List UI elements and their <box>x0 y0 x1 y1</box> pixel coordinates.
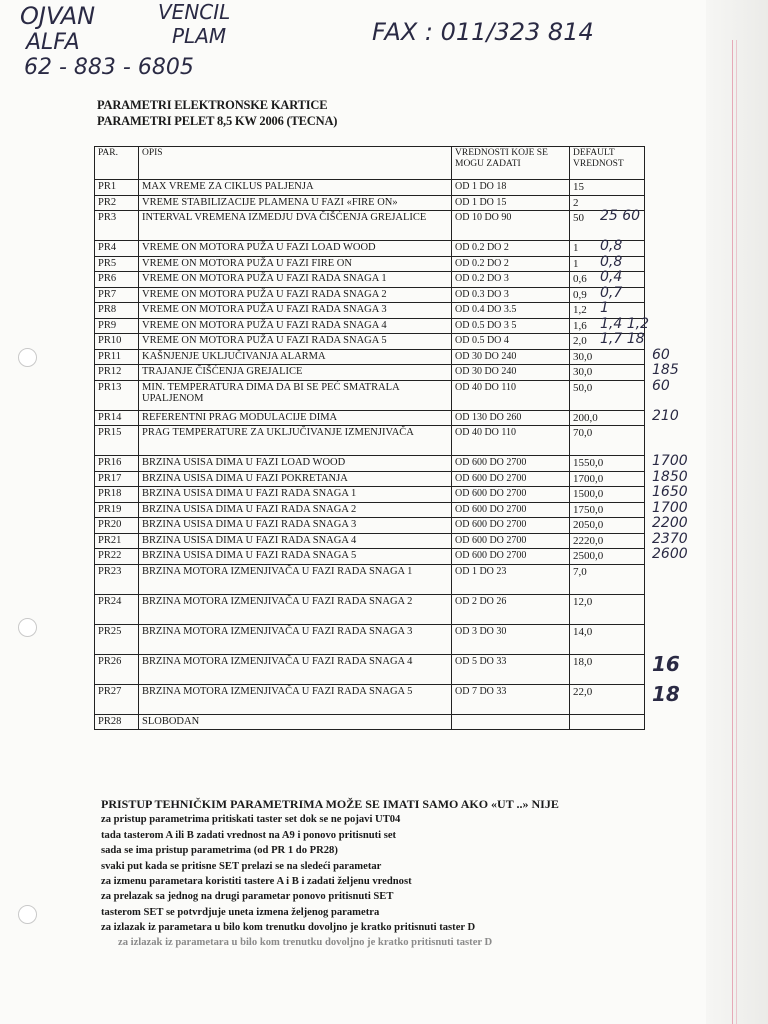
cell-range: OD 5 DO 33 <box>452 654 570 684</box>
parameters-table <box>94 146 645 730</box>
instruction-line: sada se ima pristup parametrima (od PR 1 do PR28) <box>101 845 338 857</box>
handwritten-annotation: 60 <box>652 347 670 363</box>
handwritten-name-2: VENCIL <box>158 0 231 24</box>
cell-default: 1700,0 <box>570 471 645 487</box>
cell-range: OD 600 DO 2700 <box>452 533 570 549</box>
handwritten-annotation: 2600 <box>652 546 688 562</box>
cell-default <box>570 714 645 730</box>
handwritten-annotation: 2200 <box>652 515 688 531</box>
cell-default: 18,0 <box>570 654 645 684</box>
instruction-line: za prelazak sa jednog na drugi parametar ponovo pritisnuti SET <box>101 891 394 903</box>
handwritten-name: OJVAN <box>20 2 96 30</box>
cell-code: PR24 <box>95 594 139 624</box>
table-row <box>95 365 645 381</box>
cell-desc: PRAG TEMPERATURE ZA UKLJUČIVANJE IZMENJIVAČA <box>139 426 452 456</box>
cell-code: PR18 <box>95 487 139 503</box>
table-row <box>95 211 645 241</box>
cell-desc: MIN. TEMPERATURA DIMA DA BI SE PEĆ SMATRALA UPALJENOM <box>139 380 452 410</box>
cell-code: PR5 <box>95 256 139 272</box>
instruction-line: svaki put kada se pritisne SET prelazi se na sledeći parametar <box>101 860 382 872</box>
cell-range: OD 30 DO 240 <box>452 365 570 381</box>
document-title: PARAMETRI ELEKTRONSKE KARTICE <box>97 98 328 112</box>
cell-desc: VREME ON MOTORA PUŽA U FAZI LOAD WOOD <box>139 241 452 257</box>
table-row <box>95 564 645 594</box>
instruction-line: za izmenu parametara koristiti tastere A i B i zadati željenu vrednost <box>101 876 412 888</box>
handwritten-annotation: 2370 <box>652 531 688 547</box>
table-row <box>95 533 645 549</box>
cell-range: OD 0.2 DO 2 <box>452 256 570 272</box>
cell-default: 1550,0 <box>570 456 645 472</box>
cell-range: OD 0.3 DO 3 <box>452 287 570 303</box>
notes-ghost-duplicate: za izlazak iz parametara u bilo kom trenutku dovoljno je kratko pritisnuti taster D <box>118 937 493 948</box>
cell-range: OD 0.5 DO 3 5 <box>452 318 570 334</box>
cell-range: OD 600 DO 2700 <box>452 502 570 518</box>
cell-default: 12,0 <box>570 594 645 624</box>
cell-default: 2220,0 <box>570 533 645 549</box>
cell-default: 0,9 <box>570 287 645 303</box>
cell-desc: BRZINA USISA DIMA U FAZI LOAD WOOD <box>139 456 452 472</box>
cell-code: PR20 <box>95 518 139 534</box>
cell-desc: SLOBODAN <box>139 714 452 730</box>
instruction-line: PRISTUP TEHNIČKIM PARAMETRIMA MOŽE SE IMATI SAMO AKO «UT ..» NIJE <box>101 797 559 811</box>
cell-default: 70,0 <box>570 426 645 456</box>
handwritten-annotation: 1 <box>600 300 609 316</box>
cell-range: OD 30 DO 240 <box>452 349 570 365</box>
cell-range: OD 0.2 DO 3 <box>452 272 570 288</box>
handwritten-annotation: 1,4 1,2 <box>600 316 649 332</box>
cell-default: 30,0 <box>570 365 645 381</box>
cell-code: PR16 <box>95 456 139 472</box>
cell-default: 2500,0 <box>570 549 645 565</box>
table-row <box>95 195 645 211</box>
cell-range: OD 0.5 DO 4 <box>452 334 570 350</box>
header-par: PAR. <box>95 147 139 180</box>
cell-range: OD 7 DO 33 <box>452 684 570 714</box>
handwritten-annotation: 210 <box>652 408 679 424</box>
cell-default: 1,6 <box>570 318 645 334</box>
cell-code: PR6 <box>95 272 139 288</box>
punch-hole <box>18 905 37 924</box>
cell-default: 2050,0 <box>570 518 645 534</box>
handwritten-annotation: 1700 <box>652 453 688 469</box>
table-row <box>95 684 645 714</box>
cell-code: PR27 <box>95 684 139 714</box>
cell-code: PR4 <box>95 241 139 257</box>
cell-code: PR21 <box>95 533 139 549</box>
cell-code: PR13 <box>95 380 139 410</box>
table-row <box>95 714 645 730</box>
cell-range: OD 0.4 DO 3.5 <box>452 303 570 319</box>
cell-default: 1500,0 <box>570 487 645 503</box>
cell-desc: INTERVAL VREMENA IZMEDJU DVA ČIŠĆENJA GREJALICE <box>139 211 452 241</box>
handwritten-phone: 62 - 883 - 6805 <box>24 55 194 80</box>
table-row <box>95 256 645 272</box>
cell-code: PR8 <box>95 303 139 319</box>
table-row <box>95 180 645 196</box>
cell-desc: VREME ON MOTORA PUŽA U FAZI FIRE ON <box>139 256 452 272</box>
table-row <box>95 303 645 319</box>
cell-range: OD 600 DO 2700 <box>452 549 570 565</box>
handwritten-annotation: 0,8 <box>600 254 623 270</box>
cell-range: OD 1 DO 15 <box>452 195 570 211</box>
table-row <box>95 594 645 624</box>
handwritten-company: ALFA <box>26 30 80 55</box>
table-row <box>95 502 645 518</box>
cell-desc: BRZINA USISA DIMA U FAZI RADA SNAGA 5 <box>139 549 452 565</box>
header-vrednosti: VREDNOSTI KOJE SE MOGU ZADATI <box>452 147 570 180</box>
handwritten-annotation: 1650 <box>652 484 688 500</box>
handwritten-annotation: 0,7 <box>600 285 623 301</box>
cell-default: 50 <box>570 211 645 241</box>
cell-desc: VREME ON MOTORA PUŽA U FAZI RADA SNAGA 4 <box>139 318 452 334</box>
cell-default: 50,0 <box>570 380 645 410</box>
cell-desc: BRZINA MOTORA IZMENJIVAČA U FAZI RADA SNAGA 2 <box>139 594 452 624</box>
table-row <box>95 318 645 334</box>
punch-hole <box>18 618 37 637</box>
cell-desc: VREME ON MOTORA PUŽA U FAZI RADA SNAGA 5 <box>139 334 452 350</box>
cell-default: 1750,0 <box>570 502 645 518</box>
table-row <box>95 471 645 487</box>
cell-range: OD 600 DO 2700 <box>452 456 570 472</box>
cell-default: 0,6 <box>570 272 645 288</box>
cell-desc: BRZINA MOTORA IZMENJIVAČA U FAZI RADA SNAGA 4 <box>139 654 452 684</box>
cell-range: OD 600 DO 2700 <box>452 487 570 503</box>
instruction-line: za pristup parametrima pritiskati taster set dok se ne pojavi UT04 <box>101 814 401 826</box>
cell-desc: BRZINA MOTORA IZMENJIVAČA U FAZI RADA SNAGA 5 <box>139 684 452 714</box>
cell-desc: BRZINA USISA DIMA U FAZI RADA SNAGA 3 <box>139 518 452 534</box>
cell-desc: REFERENTNI PRAG MODULACIJE DIMA <box>139 410 452 426</box>
cell-default: 1,2 <box>570 303 645 319</box>
cell-desc: VREME ON MOTORA PUŽA U FAZI RADA SNAGA 2 <box>139 287 452 303</box>
cell-code: PR12 <box>95 365 139 381</box>
cell-default: 22,0 <box>570 684 645 714</box>
handwritten-annotation: 16 <box>652 652 680 676</box>
cell-range: OD 600 DO 2700 <box>452 471 570 487</box>
table-row <box>95 518 645 534</box>
margin-line <box>732 40 733 1024</box>
cell-default: 1 <box>570 241 645 257</box>
cell-desc: BRZINA USISA DIMA U FAZI POKRETANJA <box>139 471 452 487</box>
cell-range: OD 0.2 DO 2 <box>452 241 570 257</box>
table-row <box>95 426 645 456</box>
cell-code: PR7 <box>95 287 139 303</box>
document-subtitle: PARAMETRI PELET 8,5 KW 2006 (TECNA) <box>97 114 338 128</box>
table-row <box>95 272 645 288</box>
cell-default: 7,0 <box>570 564 645 594</box>
table-row <box>95 349 645 365</box>
cell-range: OD 40 DO 110 <box>452 380 570 410</box>
table-row <box>95 654 645 684</box>
cell-range: OD 600 DO 2700 <box>452 518 570 534</box>
cell-desc: VREME STABILIZACIJE PLAMENA U FAZI «FIRE ON» <box>139 195 452 211</box>
cell-default: 200,0 <box>570 410 645 426</box>
handwritten-annotation: 0,8 <box>600 238 623 254</box>
cell-code: PR17 <box>95 471 139 487</box>
margin-line-2 <box>736 40 737 1024</box>
handwritten-fax: FAX : 011/323 814 <box>372 18 594 46</box>
table-row <box>95 241 645 257</box>
punch-hole <box>18 348 37 367</box>
instruction-line: za izlazak iz parametara u bilo kom trenutku dovoljno je kratko pritisnuti taster D <box>101 922 476 934</box>
table-row <box>95 624 645 654</box>
cell-code: PR9 <box>95 318 139 334</box>
cell-code: PR14 <box>95 410 139 426</box>
cell-default: 14,0 <box>570 624 645 654</box>
table-row <box>95 549 645 565</box>
page-edge-shadow <box>706 0 768 1024</box>
handwritten-annotation: 18 <box>652 682 680 706</box>
handwritten-annotation: 185 <box>652 362 679 378</box>
cell-range: OD 2 DO 26 <box>452 594 570 624</box>
instruction-line: tasterom SET se potvrdjuje uneta izmena željenog parametra <box>101 906 380 918</box>
cell-range: OD 130 DO 260 <box>452 410 570 426</box>
handwritten-annotation: 25 60 <box>600 208 641 224</box>
table-body <box>95 180 645 730</box>
cell-range: OD 10 DO 90 <box>452 211 570 241</box>
cell-desc: TRAJANJE ČIŠĆENJA GREJALICE <box>139 365 452 381</box>
cell-desc: MAX VREME ZA CIKLUS PALJENJA <box>139 180 452 196</box>
instruction-line: tada tasterom A ili B zadati vrednost na A9 i ponovo pritisnuti set <box>101 829 397 841</box>
cell-range: OD 1 DO 18 <box>452 180 570 196</box>
cell-default: 15 <box>570 180 645 196</box>
table-row <box>95 380 645 410</box>
cell-range: OD 40 DO 110 <box>452 426 570 456</box>
cell-default: 30,0 <box>570 349 645 365</box>
cell-code: PR2 <box>95 195 139 211</box>
cell-desc: BRZINA MOTORA IZMENJIVAČA U FAZI RADA SNAGA 3 <box>139 624 452 654</box>
header-default: DEFAULT VREDNOST <box>570 147 645 180</box>
cell-default: 2 <box>570 195 645 211</box>
cell-code: PR15 <box>95 426 139 456</box>
cell-default: 2,0 <box>570 334 645 350</box>
cell-desc: KAŠNJENJE UKLJUČIVANJA ALARMA <box>139 349 452 365</box>
cell-code: PR11 <box>95 349 139 365</box>
table-row <box>95 487 645 503</box>
table-row <box>95 456 645 472</box>
cell-code: PR10 <box>95 334 139 350</box>
cell-desc: VREME ON MOTORA PUŽA U FAZI RADA SNAGA 1 <box>139 272 452 288</box>
cell-code: PR19 <box>95 502 139 518</box>
cell-desc: BRZINA USISA DIMA U FAZI RADA SNAGA 4 <box>139 533 452 549</box>
handwritten-annotation: 0,4 <box>600 269 623 285</box>
table-row <box>95 334 645 350</box>
instructions-block <box>101 797 661 936</box>
handwritten-annotation: 60 <box>652 378 670 394</box>
cell-desc: BRZINA USISA DIMA U FAZI RADA SNAGA 2 <box>139 502 452 518</box>
handwritten-annotation: 1,7 18 <box>600 331 645 347</box>
cell-range: OD 3 DO 30 <box>452 624 570 654</box>
cell-code: PR25 <box>95 624 139 654</box>
table-row <box>95 410 645 426</box>
cell-code: PR28 <box>95 714 139 730</box>
cell-code: PR26 <box>95 654 139 684</box>
cell-range: OD 1 DO 23 <box>452 564 570 594</box>
cell-range <box>452 714 570 730</box>
cell-code: PR3 <box>95 211 139 241</box>
cell-code: PR23 <box>95 564 139 594</box>
handwritten-annotation: 1700 <box>652 500 688 516</box>
cell-code: PR1 <box>95 180 139 196</box>
handwritten-annotation: 1850 <box>652 469 688 485</box>
cell-desc: VREME ON MOTORA PUŽA U FAZI RADA SNAGA 3 <box>139 303 452 319</box>
header-opis: OPIS <box>139 147 452 180</box>
cell-desc: BRZINA MOTORA IZMENJIVAČA U FAZI RADA SNAGA 1 <box>139 564 452 594</box>
cell-desc: BRZINA USISA DIMA U FAZI RADA SNAGA 1 <box>139 487 452 503</box>
handwritten-company-2: PLAM <box>172 24 227 48</box>
table-header-row <box>95 147 645 180</box>
table-row <box>95 287 645 303</box>
cell-default: 1 <box>570 256 645 272</box>
cell-code: PR22 <box>95 549 139 565</box>
